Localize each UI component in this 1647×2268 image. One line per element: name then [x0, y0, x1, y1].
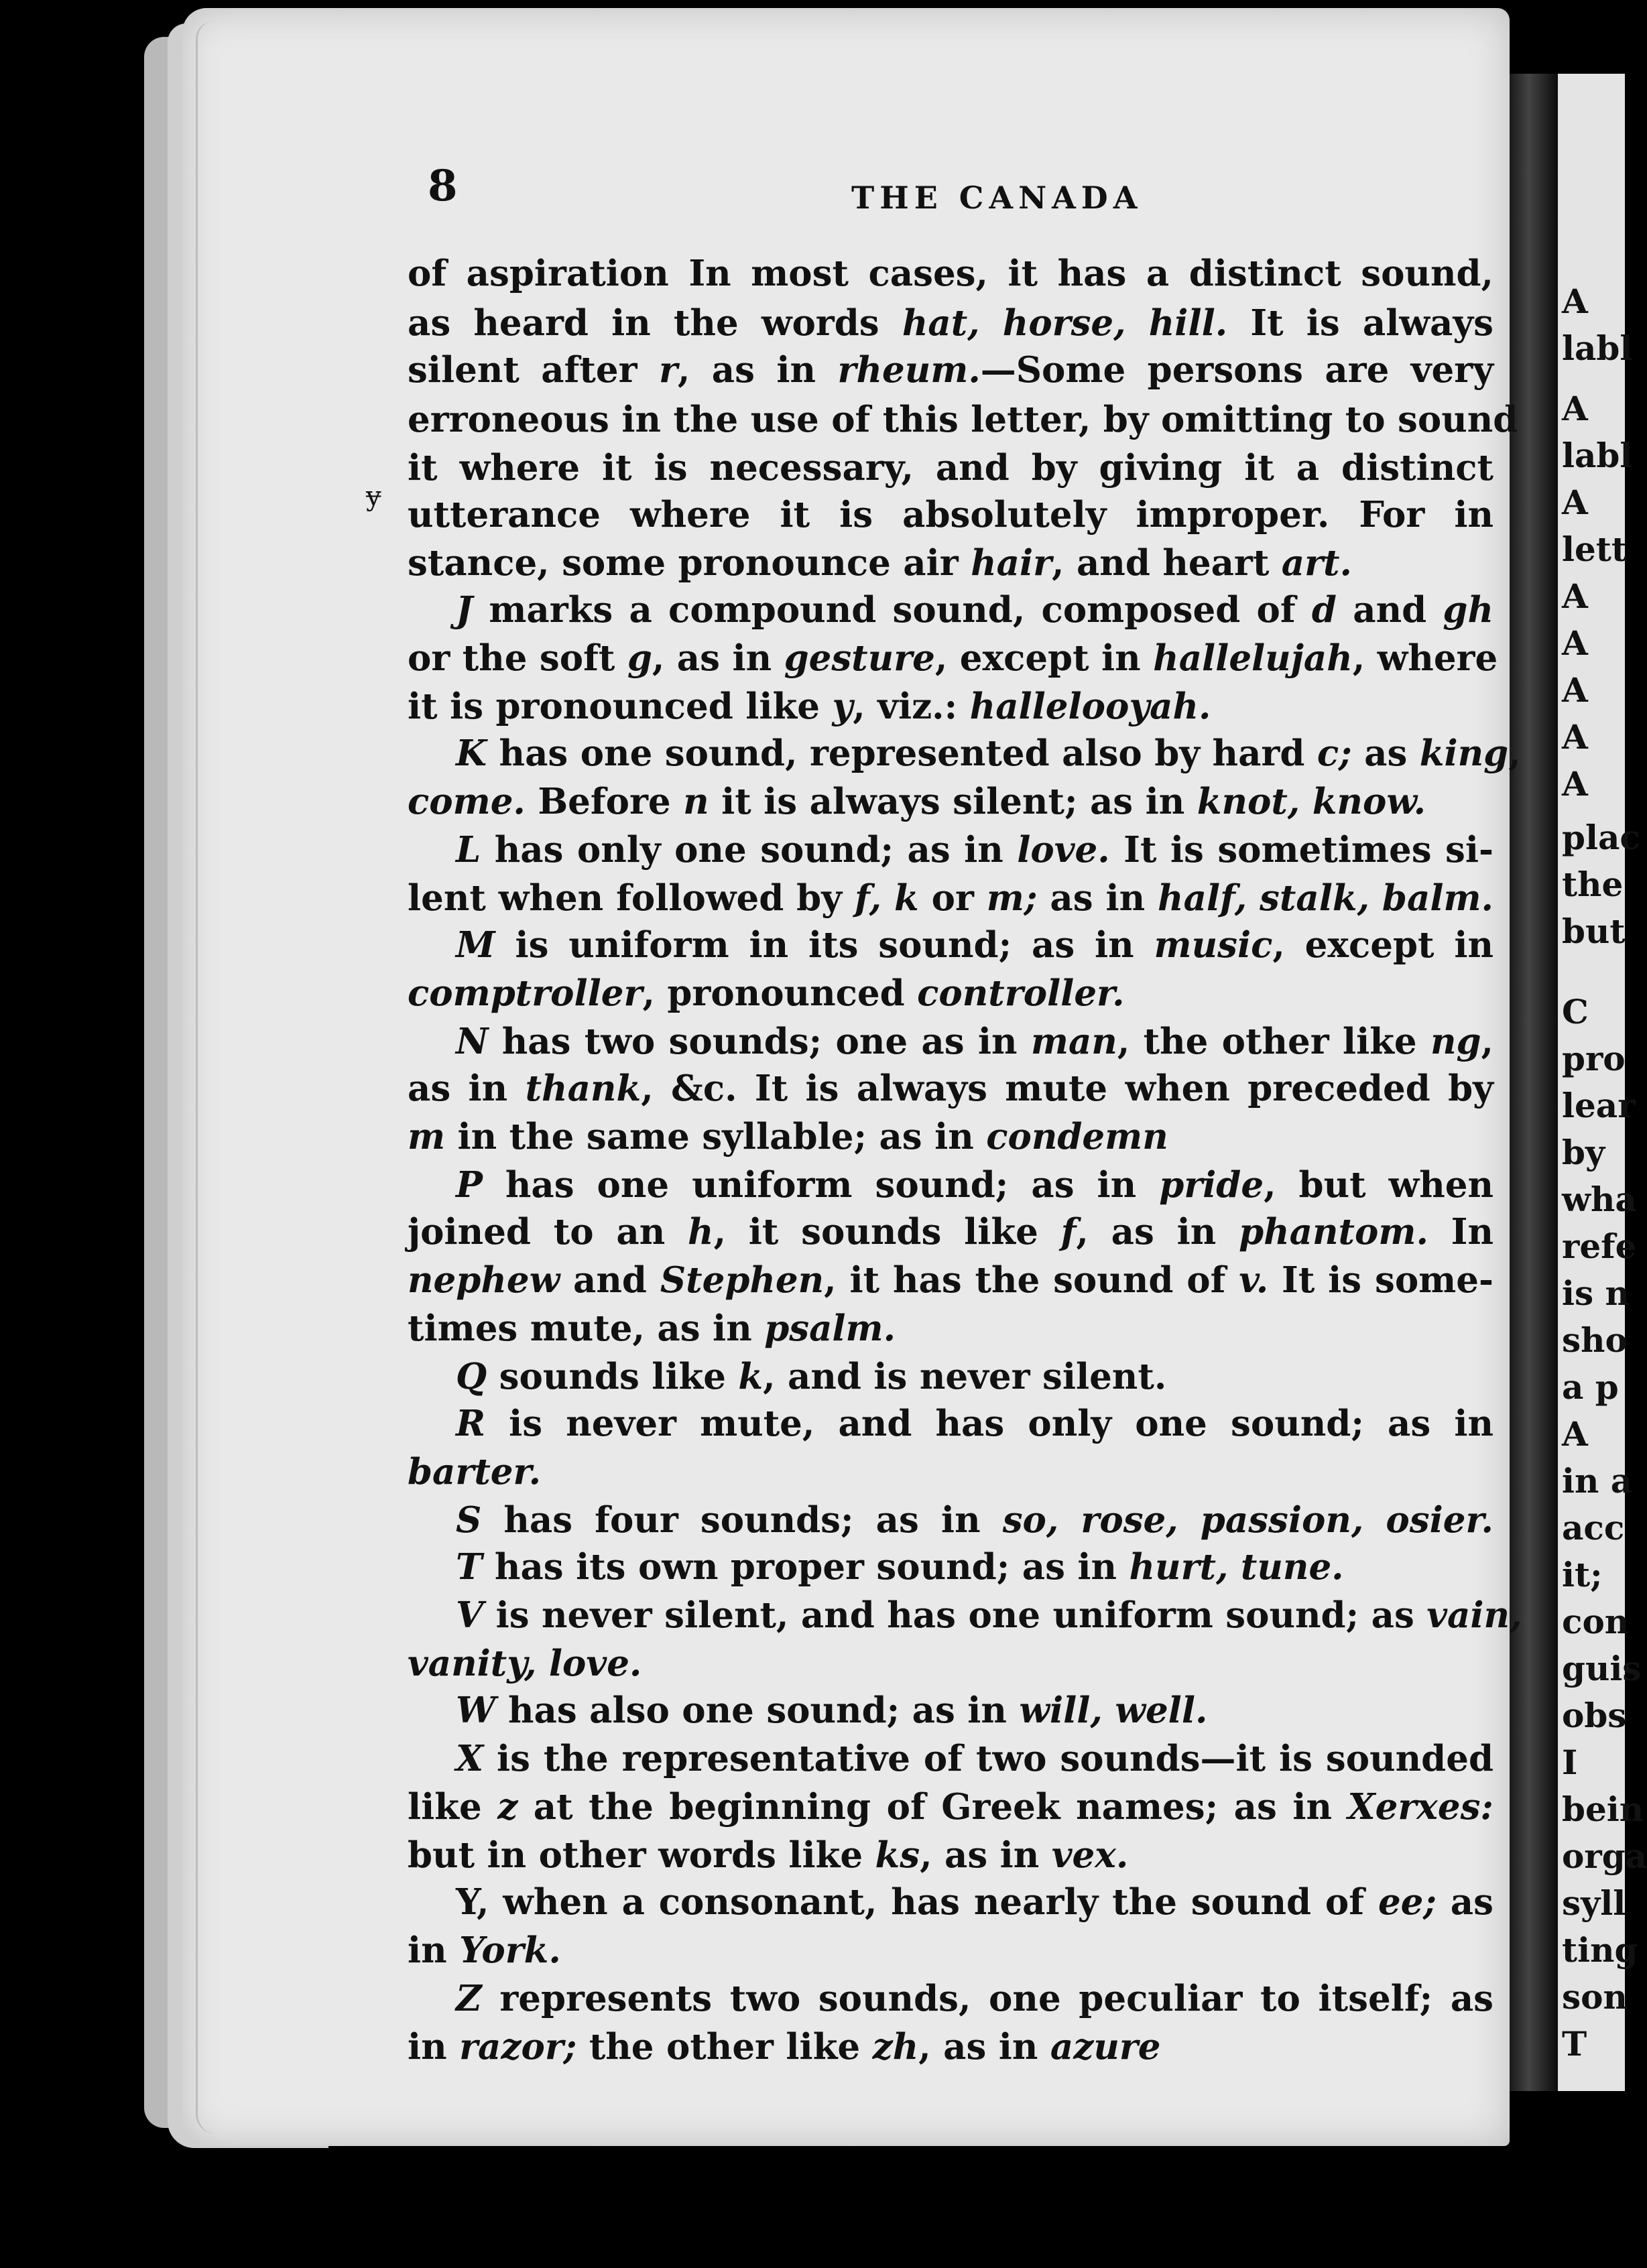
facing-page-text-fragment: A [1562, 483, 1588, 522]
text-line: V is never silent, and has one uniform sound; as vain, [456, 1594, 1522, 1636]
facing-page-text-fragment: A [1562, 764, 1588, 804]
text-line: or the soft g, as in gesture, except in hallelujah, where [408, 637, 1498, 679]
facing-page-text-fragment: lett [1562, 529, 1627, 569]
facing-page-text-fragment: pro [1562, 1039, 1626, 1078]
text-line: R is never mute, and has only one sound; as in [456, 1403, 1493, 1444]
text-line: X is the representative of two sounds—it is sounded [456, 1738, 1493, 1779]
facing-page-text-fragment: wha [1562, 1180, 1637, 1219]
text-line: L has only one sound; as in love. It is sometimes si- [456, 829, 1493, 871]
facing-page-text-fragment: but [1562, 911, 1626, 951]
text-line: silent after r, as in rheum.—Some persons are very [408, 349, 1493, 391]
text-line: K has one sound, represented also by hard c; as king, [456, 733, 1521, 774]
facing-page-text-fragment: labl [1562, 436, 1633, 475]
text-line: P has one uniform sound; as in pride, but when [456, 1164, 1494, 1206]
text-line: it is pronounced like y, viz.: hallelooyah. [408, 686, 1211, 727]
text-line: vanity, love. [408, 1643, 642, 1684]
facing-page-text-fragment: in a [1562, 1461, 1633, 1501]
text-line: stance, some pronounce air hair, and heart art. [408, 542, 1352, 584]
text-line: N has two sounds; one as in man, the other like ng, [456, 1021, 1493, 1062]
text-line: W has also one sound; as in will, well. [456, 1690, 1208, 1731]
text-line: of aspiration In most cases, it has a distinct sound, [408, 253, 1493, 294]
facing-page-text-fragment: C [1562, 992, 1589, 1031]
text-line: Q sounds like k, and is never silent. [456, 1356, 1167, 1397]
facing-page-text-fragment: lear [1562, 1086, 1636, 1125]
text-line: as in thank, &c. It is always mute when preceded by [408, 1068, 1493, 1109]
facing-page-text-fragment: refe [1562, 1226, 1637, 1266]
facing-page-text-fragment: labl [1562, 328, 1633, 368]
facing-page-text-fragment: by [1562, 1133, 1605, 1172]
text-line: in razor; the other like zh, as in azure [408, 2026, 1161, 2068]
running-head: THE CANADA [851, 180, 1143, 216]
facing-page-text-fragment: acc [1562, 1508, 1625, 1548]
facing-page-text-fragment: the [1562, 865, 1624, 904]
text-line: J marks a compound sound, composed of d and gh [456, 589, 1493, 631]
facing-page-text-fragment: A [1562, 670, 1588, 710]
text-line: comptroller, pronounced controller. [408, 972, 1125, 1014]
facing-page-text-fragment: con [1562, 1602, 1630, 1641]
facing-page-text-fragment: ting [1562, 1930, 1638, 1970]
facing-page-text-fragment: bein [1562, 1789, 1644, 1829]
facing-page-text-fragment: plac [1562, 818, 1640, 857]
text-line: M is uniform in its sound; as in music, except in [456, 924, 1493, 966]
page-number: 8 [428, 161, 458, 211]
facing-page-text-fragment: A [1562, 717, 1588, 757]
facing-page-text-fragment: it; [1562, 1555, 1603, 1594]
margin-mark: ɏ [366, 481, 381, 512]
text-line: S has four sounds; as in so, rose, passion, osier. [456, 1499, 1493, 1541]
text-line: lent when followed by f, k or m; as in half, stalk, balm. [408, 877, 1493, 919]
text-line: m in the same syllable; as in condemn [408, 1116, 1168, 1157]
text-line: times mute, as in psalm. [408, 1308, 896, 1349]
facing-page-text-fragment: A [1562, 576, 1588, 616]
facing-page-text-fragment: son [1562, 1977, 1628, 2017]
text-line: Y, when a consonant, has nearly the sound of ee; as [456, 1881, 1493, 1923]
facing-page-text-fragment: I [1562, 1743, 1578, 1782]
scan-speck [101, 979, 141, 984]
text-line: nephew and Stephen, it has the sound of v. It is some- [408, 1259, 1493, 1301]
facing-page-text-fragment: obs [1562, 1696, 1627, 1735]
text-line: utterance where it is absolutely improper. For in [408, 494, 1493, 536]
facing-page-text-fragment: orga [1562, 1836, 1647, 1876]
text-line: like z at the beginning of Greek names; as in Xerxes: [408, 1786, 1493, 1828]
facing-page-text-fragment: sho [1562, 1320, 1628, 1360]
text-line: Z represents two sounds, one peculiar to itself; as [456, 1978, 1493, 2019]
facing-page-text-fragment: A [1562, 389, 1588, 428]
facing-page-text-fragment: is n [1562, 1273, 1630, 1313]
text-line: barter. [408, 1451, 542, 1493]
text-line: but in other words like ks, as in vex. [408, 1834, 1129, 1876]
facing-page-text-fragment: guis [1562, 1649, 1642, 1688]
text-line: in York. [408, 1930, 561, 1971]
text-line: as heard in the words hat, horse, hill. It is always [408, 302, 1493, 344]
facing-page-text-fragment: A [1562, 1414, 1588, 1454]
facing-page-text-fragment: A [1562, 623, 1588, 663]
facing-page-text-fragment: syll [1562, 1883, 1626, 1923]
text-line: joined to an h, it sounds like f, as in phantom. In [408, 1211, 1494, 1253]
text-line: erroneous in the use of this letter, by omitting to sound [408, 399, 1518, 440]
text-line: T has its own proper sound; as in hurt, tune. [456, 1546, 1344, 1588]
facing-page-text-fragment: A [1562, 281, 1588, 321]
facing-page-text-fragment: T [1562, 2024, 1587, 2064]
text-line: it where it is necessary, and by giving it a distinct [408, 447, 1493, 489]
text-line: come. Before n it is always silent; as in knot, know. [408, 781, 1426, 822]
facing-page-text-fragment: a p [1562, 1367, 1619, 1407]
